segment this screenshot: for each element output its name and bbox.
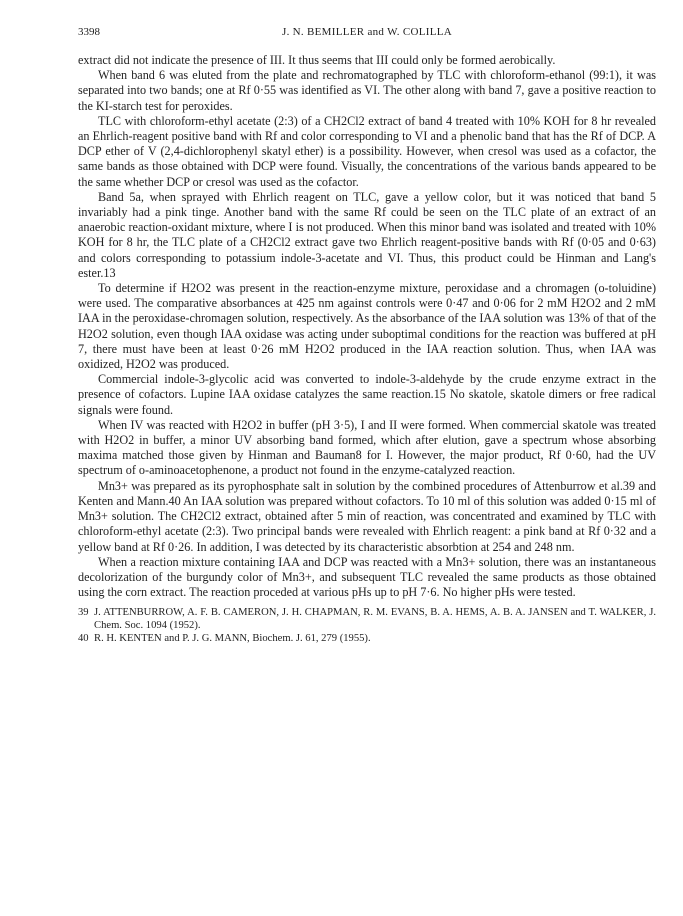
paragraph: Mn3+ was prepared as its pyrophosphate salt in solution by the combined procedures of Attenburrow et al.39 and Kenten and Mann.40 An IAA solution was prepared without cofactors. To 10 ml of this solution was added 0·15 ml of Mn3+ solution. The CH2Cl2 extract, obtained after 5 min of reaction, was concentrated and examined by TLC with chloroform-ethyl acetate (2:3). Two principal bands were revealed with Ehrlich reagent: a pink band at Rf 0·32 and a yellow band at Rf 0·26. In addition, I was detected by its characteristic absorbtion at 254 and 248 nm. — [78, 478, 656, 554]
paragraph: Commercial indole-3-glycolic acid was converted to indole-3-aldehyde by the crude enzyme extract in the presence of cofactors. Lupine IAA oxidase catalyzes the same reaction.15 No skatole, skatole dimers or free radical signals were found. — [78, 372, 656, 417]
paragraph: When IV was reacted with H2O2 in buffer (pH 3·5), I and II were formed. When commercial skatole was treated with H2O2 in buffer, a minor UV absorbing band formed, which after elution, gave a spectrum whose absorbing maxima matched those given by Hinman and Bauman8 for I. However, the major product, Rf 0·60, had the UV spectrum of o-aminoacetophenone, a product not found in the enzyme-catalyzed reaction. — [78, 417, 656, 478]
paragraph: Band 5a, when sprayed with Ehrlich reagent on TLC, gave a yellow color, but it was noticed that band 5 invariably had a pink tinge. Another band with the same Rf could be seen on the TLC plate of an extract of an anaerobic reaction-oxidant mixture, where I is not produced. When this minor band was isolated and treated with 10% KOH for 8 hr, the TLC plate of a CH2Cl2 extract gave two Ehrlich reagent-positive bands with Rf (0·05 and 0·63) and colors corresponding to potassium indole-3-acetate and VI. Thus, this product could be Hinman and Lang's ester.13 — [78, 189, 656, 280]
page-header — [78, 26, 656, 42]
paper-page — [78, 26, 656, 646]
footnote — [78, 607, 656, 633]
footnote-text: R. H. KENTEN and P. J. G. MANN, Biochem. J. 61, 279 (1955). — [94, 632, 371, 644]
paragraph: When a reaction mixture containing IAA and DCP was reacted with a Mn3+ solution, there was an instantaneous decolorization of the burgundy color of Mn3+, and subsequent TLC revealed the same products as those obtained using the corn extract. The reaction proceded at various pHs up to pH 7·6. No higher pHs were tested. — [78, 554, 656, 600]
body-text — [78, 53, 656, 600]
footnote-text: J. ATTENBURROW, A. F. B. CAMERON, J. H. CHAPMAN, R. M. EVANS, B. A. HEMS, A. B. A. JANSEN and T. WALKER, J. Chem. Soc. 1094 (1952). — [94, 607, 656, 632]
paragraph: TLC with chloroform-ethyl acetate (2:3) of a CH2Cl2 extract of band 4 treated with 10% KOH for 8 hr revealed an Ehrlich-reagent positive band with Rf and color corresponding to VI and a phenolic band that has the Rf of DCP. A DCP ether of V (2,4-dichlorophenyl skatyl ether) is a possibility. However, when cresol was used as a cofactor, the same bands as those obtained with DCP were found. Visually, the concentrations of the various bands appeared to be the same whether DCP or cresol was used as the cofactor. — [78, 113, 656, 189]
footnote-number: 40 — [78, 632, 89, 644]
paragraph: extract did not indicate the presence of III. It thus seems that III could only be formed aerobically. — [78, 53, 556, 67]
footnotes — [78, 607, 656, 645]
page-number: 3398 — [78, 26, 100, 38]
running-title: J. N. BEMILLER and W. COLILLA — [281, 26, 453, 38]
footnote-number: 39 — [78, 607, 89, 619]
paragraph: To determine if H2O2 was present in the reaction-enzyme mixture, peroxidase and a chromagen (o-toluidine) were used. The comparative absorbances at 425 nm against controls were 0·47 and 0·06 for 2 mM H2O2 and 2 mM IAA in the peroxidase-chromagen solution, respectively. As the absorbance of the IAA solution was 13% of that of the H2O2 solution, even though IAA oxidase was acting under suboptimal conditions for the reaction was buffered at pH 7, there must have been at least 0·26 mM H2O2 produced in the IAA reaction solution. Thus, when IAA was oxidized, H2O2 was produced. — [78, 281, 656, 372]
footnote — [78, 633, 656, 646]
paragraph: When band 6 was eluted from the plate and rechromatographed by TLC with chloroform-ethanol (99:1), it was separated into two bands; one at Rf 0·55 was identified as VI. The other along with band 7, gave a positive reaction to the KI-starch test for peroxides. — [78, 68, 656, 113]
